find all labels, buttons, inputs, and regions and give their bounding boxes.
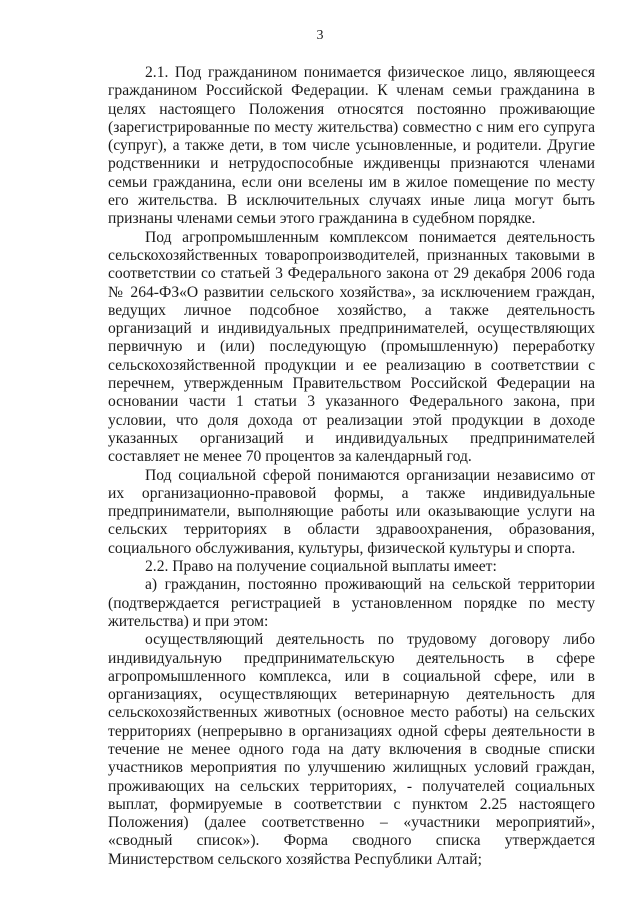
document-body xyxy=(108,64,595,869)
paragraph-item-a: а) гражданин, постоянно проживающий на сельской территории (подтверждается регистрацией в установленном порядке по месту жительства) и при этом: xyxy=(108,576,595,630)
paragraph-right-to-payment: 2.2. Право на получение социальной выплаты имеет: xyxy=(145,558,497,576)
paragraph-citizen-definition: 2.1. Под гражданином понимается физическое лицо, являющееся гражданином Российской Федерации. К членам семьи гражданина в целях настоящего Положения относятся постоянно проживающие (зарегистрированные по месту жительства) совместно с ним его супруга (супруг), а также дети, в том числе усыновленные, и родители. Другие родственники и нетрудоспособные иждивенцы признаются членами семьи гражданина, если они вселены им в жилое помещение по месту его жительства. В исключительных случаях иные лица могут быть признаны членами семьи этого гражданина в судебном порядке. xyxy=(108,64,595,228)
paragraph-agroindustrial-definition: Под агропромышленным комплексом понимается деятельность сельскохозяйственных товаропроизводителей, признанных таковыми в соответствии со статьей 3 Федерального закона от 29 декабря 2006 года № 264-ФЗ«О развитии сельского хозяйства», за исключением граждан, ведущих личное подсобное хозяйство, а также деятельность организаций и индивидуальных предпринимателей, осуществляющих первичную и (или) последующую (промышленную) переработку сельскохозяйственной продукции и ее реализацию в соответствии с перечнем, утвержденным Правительством Российской Федерации на основании части 1 статьи 3 указанного Федерального закона, при условии, что доля дохода от реализации этой продукции в доходе указанных организаций и индивидуальных предпринимателей составляет не менее 70 процентов за календарный год. xyxy=(108,228,595,466)
page-number: 3 xyxy=(316,28,324,43)
paragraph-social-sphere-definition: Под социальной сферой понимаются организации независимо от их организационно-правовой формы, а также индивидуальные предприниматели, выполняющие работы или оказывающие услуги на сельских территориях в области здравоохранения, образования, социального обслуживания, культуры, физической культуры и спорта. xyxy=(108,466,595,557)
paragraph-employment-condition: осуществляющий деятельность по трудовому договору либо индивидуальную предпринимательскую деятельность в сфере агропромышленного комплекса, или в социальной сфере, или в организациях, осуществляющих ветеринарную деятельность для сельскохозяйственных животных (основное место работы) на сельских территориях (непрерывно в организациях одной сферы деятельности в течение не менее одного года на дату включения в сводные списки участников мероприятия по улучшению жилищных условий граждан, проживающих на сельских территориях, - получателей социальных выплат, формируемые в соответствии с пунктом 2.25 настоящего Положения) (далее соответственно – «участники мероприятий», «сводный список»). Форма сводного списка утверждается Министерством сельского хозяйства Республики Алтай; xyxy=(108,631,595,868)
